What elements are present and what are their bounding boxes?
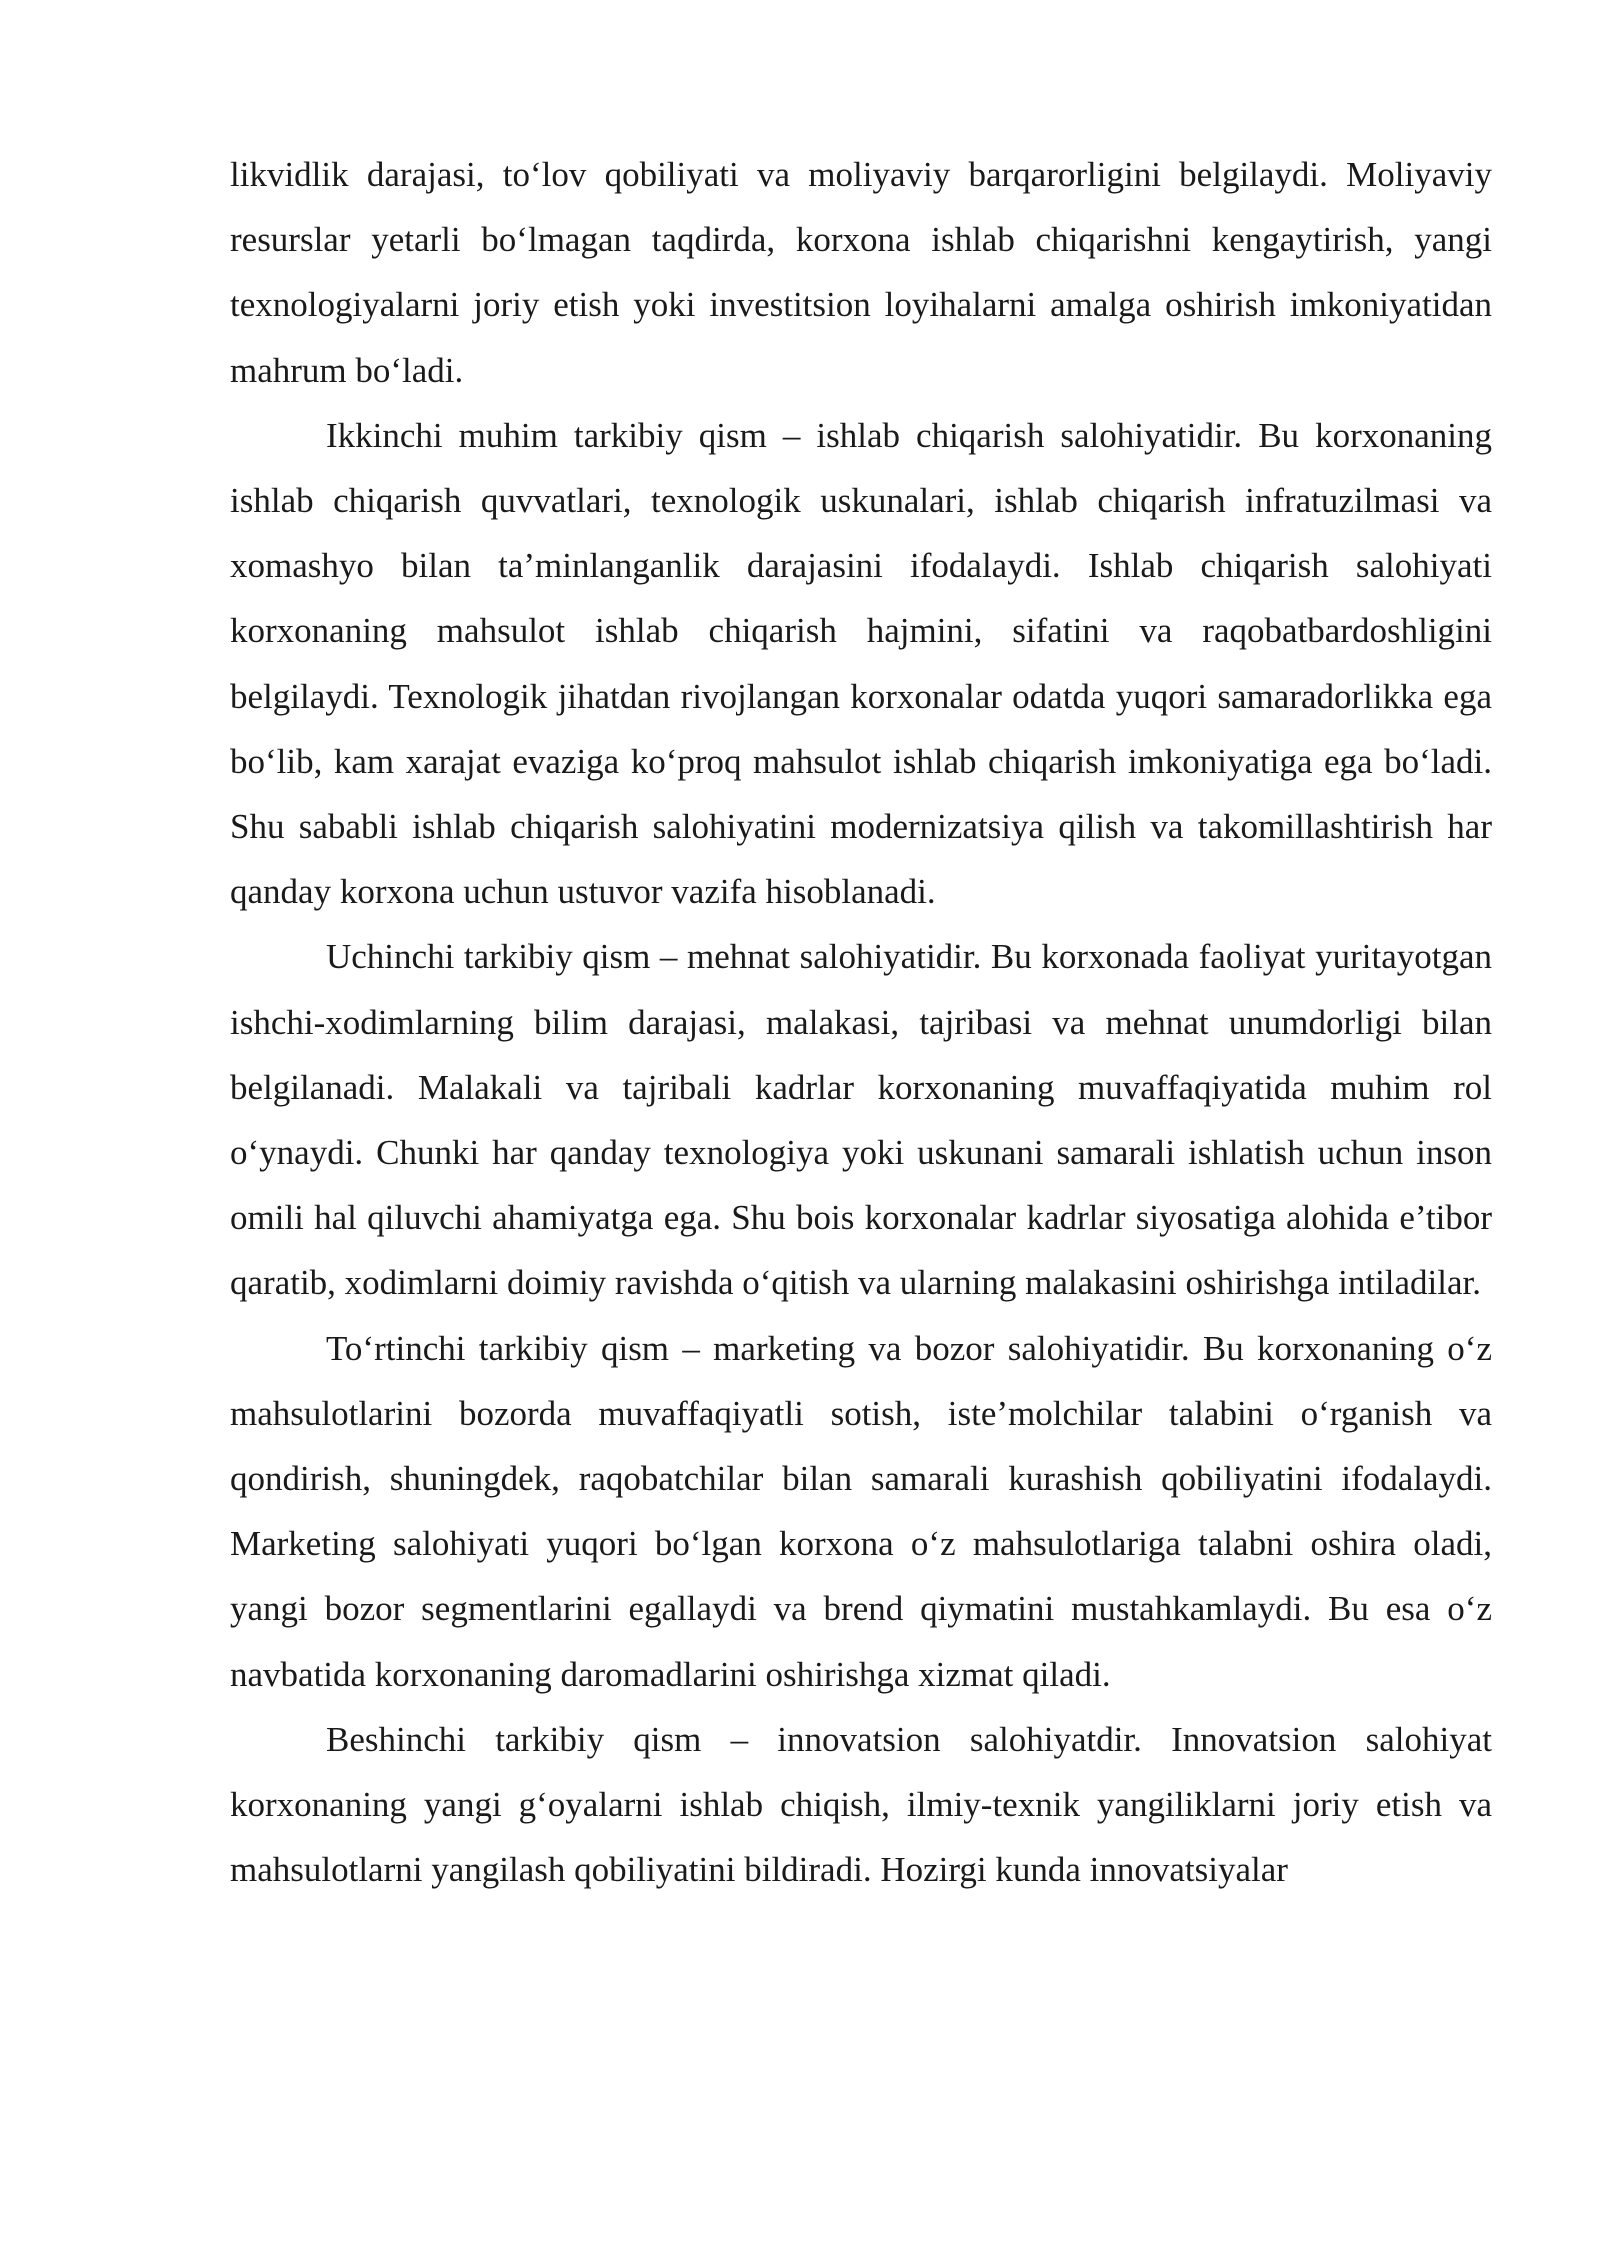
- paragraph-innovation-potential: Beshinchi tarkibiy qism – innovatsion salohiyatdir. Innovatsion salohiyat korxonaning yangi g‘oyalarni ishlab chiqish, ilmiy-texnik yangiliklarni joriy etish va mahsulotlarni yangilash qobiliyatini bildiradi. Hozirgi kunda innovatsiyalar: [230, 1719, 1492, 1890]
- paragraph-production-potential: Ikkinchi muhim tarkibiy qism – ishlab chiqarish salohiyatidir. Bu korxonaning ishlab chiqarish quvvatlari, texnologik uskunalari, ishlab chiqarish infratuzilmasi va xomashyo bilan ta’minlanganlik darajasini ifodalaydi. Ishlab chiqarish salohiyati korxonaning mahsulot ishlab chiqarish hajmini, sifatini va raqobatbardoshligini belgilaydi. Texnologik jihatdan rivojlangan korxonalar odatda yuqori samaradorlikka ega bo‘lib, kam xarajat evaziga ko‘proq mahsulot ishlab chiqarish imkoniyatiga ega bo‘ladi. Shu sababli ishlab chiqarish salohiyatini modernizatsiya qilish va takomillashtirish har qanday korxona uchun ustuvor vazifa hisoblanadi.: [230, 415, 1492, 912]
- paragraph-marketing-potential: To‘rtinchi tarkibiy qism – marketing va bozor salohiyatidir. Bu korxonaning o‘z mahsulotlarini bozorda muvaffaqiyatli sotish, iste’molchilar talabini o‘rganish va qondirish, shuningdek, raqobatchilar bilan samarali kurashish qobiliyatini ifodalaydi. Marketing salohiyati yuqori bo‘lgan korxona o‘z mahsulotlariga talabni oshira oladi, yangi bozor segmentlarini egallaydi va brend qiymatini mustahkamlaydi. Bu esa o‘z navbatida korxonaning daromadlarini oshirishga xizmat qiladi.: [230, 1328, 1492, 1694]
- paragraph-labor-potential: Uchinchi tarkibiy qism – mehnat salohiyatidir. Bu korxonada faoliyat yuritayotgan ishchi-xodimlarning bilim darajasi, malakasi, tajribasi va mehnat unumdorligi bilan belgilanadi. Malakali va tajribali kadrlar korxonaning muvaffaqiyatida muhim rol o‘ynaydi. Chunki har qanday texnologiya yoki uskunani samarali ishlatish uchun inson omili hal qiluvchi ahamiyatga ega. Shu bois korxonalar kadrlar siyosatiga alohida e’tibor qaratib, xodimlarni doimiy ravishda o‘qitish va ularning malakasini oshirishga intiladilar.: [230, 937, 1492, 1303]
- paragraph-continuation: likvidlik darajasi, to‘lov qobiliyati va moliyaviy barqarorligini belgilaydi. Moliyaviy resurslar yetarli bo‘lmagan taqdirda, korxona ishlab chiqarishni kengaytirish, yangi texnologiyalarni joriy etish yoki investitsion loyihalarni amalga oshirish imkoniyatidan mahrum bo‘ladi.: [230, 155, 1492, 390]
- document-body: [230, 142, 1492, 1902]
